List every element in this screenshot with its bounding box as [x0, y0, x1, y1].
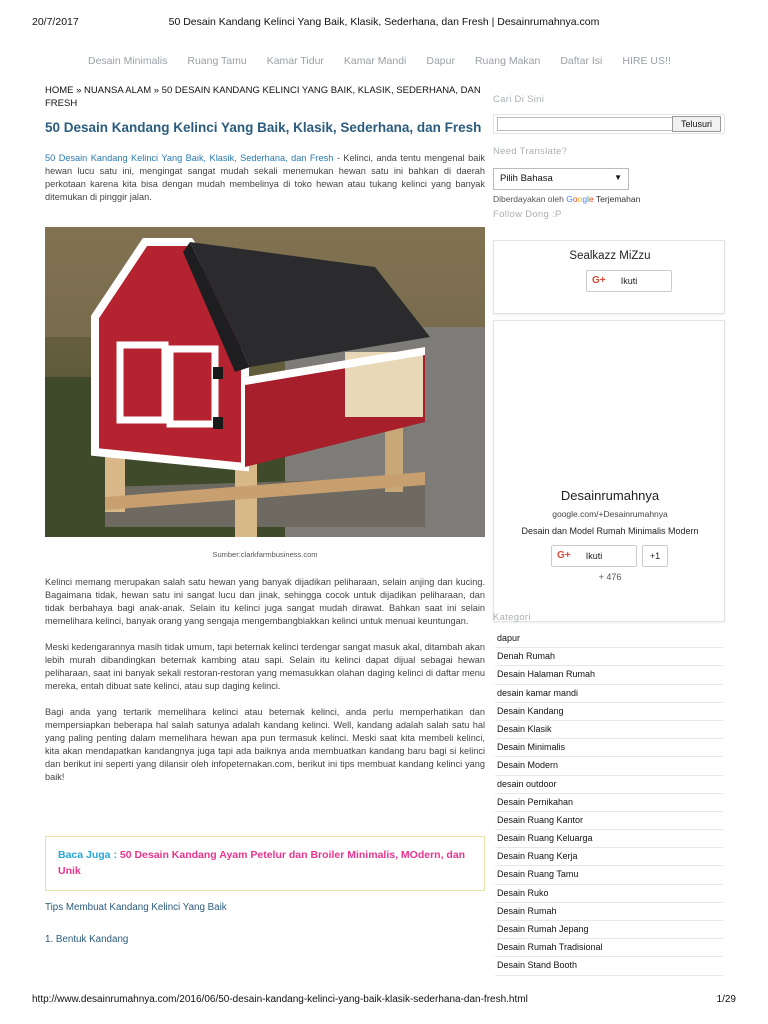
google-logo-letter[interactable]: l [587, 194, 589, 204]
plus-one-label: +1 [649, 551, 661, 561]
intro-link[interactable]: 50 Desain Kandang Kelinci Yang Baik, Klasik, Sederhana, dan Fresh [45, 153, 334, 163]
print-title: 50 Desain Kandang Kelinci Yang Baik, Klasik, Sederhana, dan Fresh | Desainrumahnya.com [168, 16, 600, 28]
search-widget [493, 114, 725, 134]
dropdown-arrow-icon: ▼ [614, 173, 622, 182]
category-item[interactable]: Desain Rumah Jepang [495, 921, 723, 939]
google-logo-letter[interactable]: o [577, 194, 583, 204]
category-item[interactable]: desain kamar mandi [495, 685, 723, 703]
section-heading-bentuk: 1. Bentuk Kandang [45, 934, 129, 945]
intro-text: - Kelinci, anda tentu mengenal baik hewan lucu satu ini, mengingat sangat mudah sekali menemukan hewan satu ini bahkan di daerah perkotaan karena kita bisa dengan mudah membelinya di toko hewan atau tukang kelinci yang banyak ditemukan di pinggir jalan. [45, 153, 485, 202]
nav-daftar-isi[interactable]: Daftar Isi [560, 55, 603, 67]
google-logo-letter[interactable]: G [566, 194, 573, 204]
nav-hire-us[interactable]: HIRE US!! [622, 55, 671, 67]
google-logo-letter[interactable]: g [582, 194, 588, 204]
category-item[interactable]: dapur [495, 630, 723, 648]
category-item[interactable]: Desain Kandang [495, 703, 723, 721]
sidebar [493, 94, 725, 971]
language-select-value: Pilih Bahasa [500, 173, 553, 184]
nav-ruang-tamu[interactable]: Ruang Tamu [187, 55, 247, 67]
google-plus-page-card [493, 320, 725, 622]
photo-caption: Sumber:clarkfarmbusiness.com [212, 550, 318, 559]
nav-kamar-mandi[interactable]: Kamar Mandi [343, 55, 407, 67]
search-input[interactable] [497, 117, 673, 131]
category-item[interactable]: Desain Halaman Rumah [495, 666, 723, 684]
category-list [495, 630, 723, 976]
page-description: Desain dan Model Rumah Minimalis Modern [521, 526, 699, 536]
category-item[interactable]: Desain Ruang Tamu [495, 866, 723, 884]
google-logo-letter[interactable]: o [572, 194, 578, 204]
print-page-number: 1/29 [716, 994, 736, 1005]
page-follow-label: Ikuti [585, 551, 603, 561]
follow-heading: Follow Dong :P [493, 209, 562, 220]
paragraph: Kelinci memang merupakan salah satu hewan yang banyak dijadikan peliharaan, selain anjing dan kucing. Bagaimana tidak, hewan satu ini sangat lucu dan jinak, sehingga cocok untuk dijadikan peliharaan, dan tidak berbahaya bagi anak-anak. Selain itu kelinci juga sangat mudah dirawat. Bahkan saat ini selain memelihara kelinci, banyak orang yang sengaja mengembangbiakkan kelinci untuk menuai keuntungan. [45, 577, 485, 626]
search-heading: Cari Di Sini [493, 94, 545, 105]
section-heading-tips: Tips Membuat Kandang Kelinci Yang Baik [45, 902, 227, 913]
google-plus-icon: G+ [592, 275, 606, 286]
powered-label: Diberdayakan oleh [493, 194, 567, 204]
category-item[interactable]: desain outdoor [495, 776, 723, 794]
rabbit-cage-photo [45, 227, 485, 537]
post-body [45, 576, 485, 797]
category-item[interactable]: Desain Pernikahan [495, 794, 723, 812]
category-heading: Kategori [493, 612, 531, 623]
plus-one-button[interactable] [642, 545, 668, 567]
main-content [45, 84, 485, 945]
category-item[interactable]: Desain Ruang Kantor [495, 812, 723, 830]
category-item[interactable]: Desain Rumah Tradisional [495, 939, 723, 957]
print-footer [32, 994, 736, 1008]
paragraph: Bagi anda yang tertarik memelihara kelinci atau beternak kelinci, anda perlu memperhatikan dan mempersiapkan beberapa hal salah satunya adalah kandang kelinci. Well, kandang adalah salah satu hal yang paling penting dalam memelihara hewan apa pun termasuk kelinci. Meski saat kita membeli kelinci, kita akan mendapatkan kandangnya juga tapi ada baiknya anda membuatkan kandang baru bagi si kelinci dan berikut ini seperti yang dilansir oleh infopeternakan.com, berikut ini tips membuat kandang kelinci yang baik! [45, 707, 485, 782]
google-plus-icon: G+ [557, 550, 571, 561]
page-follow-button[interactable] [551, 545, 637, 567]
powered-by-google [493, 194, 640, 204]
nav-desain-minimalis[interactable]: Desain Minimalis [88, 55, 168, 67]
search-button[interactable]: Telusuri [672, 116, 721, 132]
follow-button[interactable] [586, 270, 672, 292]
category-item[interactable]: Desain Stand Booth [495, 957, 723, 975]
follower-count: + 476 [598, 572, 622, 582]
nav-dapur[interactable]: Dapur [426, 55, 455, 67]
profile-name[interactable]: Sealkazz MiZzu [569, 250, 651, 262]
print-date: 20/7/2017 [32, 16, 79, 28]
language-select[interactable] [493, 168, 629, 190]
post-intro [45, 152, 485, 204]
profile-card [493, 240, 725, 314]
paragraph: Meski kedengarannya masih tidak umum, tapi beternak kelinci terdengar sangat masuk akal, ditambah akan lebih murah dibandingkan beternak kambing atau sapi. Selain itu kelinci dapat dijual sebagai hewan peliharaan, saat ini banyak sekali restoran-restoran yang memasukkan olahan daging kelinci di daftar menu mereka, entah dibuat sate kelinci, atau sup daging kelinci. [45, 642, 485, 691]
category-item[interactable]: Desain Ruko [495, 885, 723, 903]
category-item[interactable]: Desain Rumah [495, 903, 723, 921]
category-item[interactable]: Desain Minimalis [495, 739, 723, 757]
baca-juga-box [45, 836, 485, 891]
follow-button-label: Ikuti [620, 276, 638, 286]
category-item[interactable]: Desain Ruang Keluarga [495, 830, 723, 848]
nav-ruang-makan[interactable]: Ruang Makan [474, 55, 541, 67]
category-item[interactable]: Desain Klasik [495, 721, 723, 739]
category-item[interactable]: Desain Modern [495, 757, 723, 775]
top-navigation [88, 55, 691, 67]
page-name[interactable]: Desainrumahnya [560, 488, 660, 503]
nav-kamar-tidur[interactable]: Kamar Tidur [266, 55, 324, 67]
translate-heading: Need Translate? [493, 146, 568, 157]
baca-juga-label: Baca Juga : [58, 849, 120, 861]
page-url[interactable]: google.com/+Desainrumahnya [552, 509, 668, 519]
breadcrumb[interactable]: HOME » NUANSA ALAM » 50 DESAIN KANDANG KELINCI YANG BAIK, KLASIK, SEDERHANA, DAN FRESH [45, 85, 481, 109]
google-logo-letter[interactable]: e [588, 194, 594, 204]
translate-link[interactable]: Terjemahan [593, 194, 641, 204]
rabbit-cage-illustration [45, 227, 485, 537]
print-header [32, 16, 736, 30]
post-title: 50 Desain Kandang Kelinci Yang Baik, Klasik, Sederhana, dan Fresh [45, 120, 482, 135]
category-item[interactable]: Desain Ruang Kerja [495, 848, 723, 866]
print-url: http://www.desainrumahnya.com/2016/06/50-desain-kandang-kelinci-yang-baik-klasik-sederhana-dan-fresh.html [32, 994, 528, 1005]
category-item[interactable]: Denah Rumah [495, 648, 723, 666]
baca-juga-link[interactable]: 50 Desain Kandang Ayam Petelur dan Broiler Minimalis, MOdern, dan Unik [58, 849, 466, 877]
